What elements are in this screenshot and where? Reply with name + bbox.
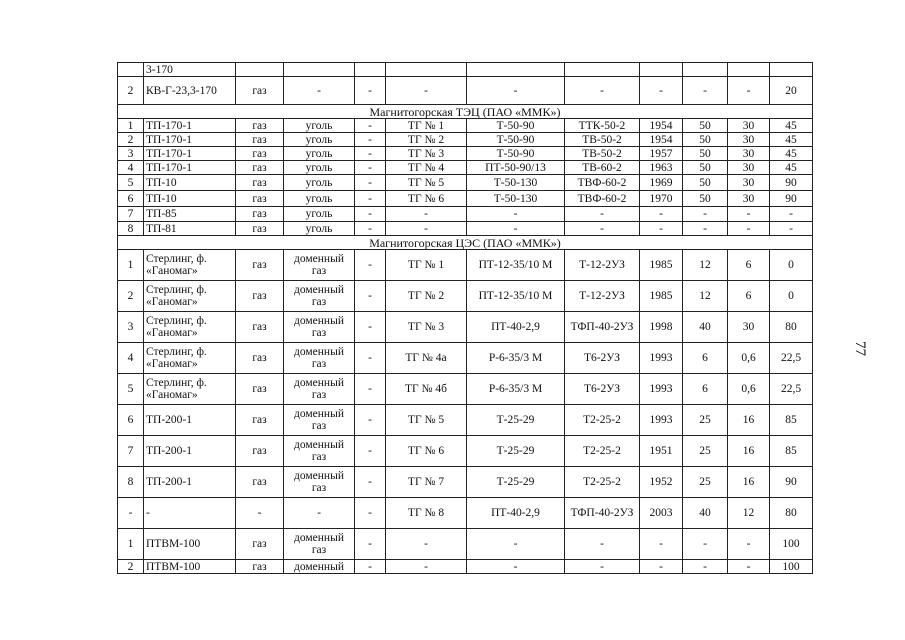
table-cell: ПТ-12-35/10 М <box>467 281 565 312</box>
table-cell: 45 <box>770 119 813 133</box>
table-cell: ТГ № 2 <box>386 133 467 147</box>
table-cell: - <box>355 312 386 343</box>
table-cell: - <box>355 161 386 175</box>
table-cell: 1952 <box>640 467 683 498</box>
table-cell: 100 <box>770 529 813 560</box>
table-cell: уголь <box>284 147 355 161</box>
table-cell: - <box>355 436 386 467</box>
section-title: Магнитогорская ЦЭС (ПАО «ММК») <box>118 236 813 250</box>
table-cell: доменный газ <box>284 405 355 436</box>
table-cell: ТГ № 2 <box>386 281 467 312</box>
table-cell: газ <box>236 467 284 498</box>
table-cell: газ <box>236 281 284 312</box>
table-cell: уголь <box>284 133 355 147</box>
table-cell: газ <box>236 312 284 343</box>
table-cell: ТП-200-1 <box>144 467 236 498</box>
table-cell: 3 <box>118 312 144 343</box>
table-cell: ТП-85 <box>144 207 236 222</box>
table-cell: 4 <box>118 161 144 175</box>
table-cell: - <box>355 467 386 498</box>
table-cell: Т-12-2УЗ <box>565 281 640 312</box>
table-row <box>118 207 813 222</box>
table-cell: 90 <box>770 467 813 498</box>
table-cell: 12 <box>728 498 770 529</box>
table-cell: Т-50-90 <box>467 119 565 133</box>
table-cell: 30 <box>728 119 770 133</box>
table-cell: 50 <box>683 119 728 133</box>
table-cell: 0,6 <box>728 374 770 405</box>
table-cell: газ <box>236 77 284 105</box>
table-cell: доменный газ <box>284 312 355 343</box>
table-cell: Р-6-35/3 М <box>467 343 565 374</box>
table-cell: - <box>355 222 386 236</box>
table-cell: 25 <box>683 436 728 467</box>
table-cell: - <box>355 405 386 436</box>
table-cell: - <box>728 207 770 222</box>
table-row <box>118 374 813 405</box>
table-row <box>118 147 813 161</box>
table-cell: - <box>355 175 386 191</box>
table-cell: 30 <box>728 133 770 147</box>
table-cell: - <box>683 77 728 105</box>
table-cell: 0 <box>770 250 813 281</box>
table-cell: уголь <box>284 207 355 222</box>
table-cell: газ <box>236 436 284 467</box>
table-cell: ТП-170-1 <box>144 119 236 133</box>
table-cell: - <box>467 222 565 236</box>
table-cell: ПТВМ-100 <box>144 560 236 574</box>
table-cell: - <box>640 222 683 236</box>
table-cell: Т-50-90 <box>467 147 565 161</box>
table-cell: - <box>355 119 386 133</box>
table-cell: - <box>565 560 640 574</box>
table-cell: ТВ-60-2 <box>565 161 640 175</box>
table-cell: доменный газ <box>284 343 355 374</box>
table-cell: 16 <box>728 405 770 436</box>
table-cell: - <box>565 222 640 236</box>
table-cell: 50 <box>683 191 728 207</box>
table-cell: ПТВМ-100 <box>144 529 236 560</box>
table-cell: 1963 <box>640 161 683 175</box>
table-row <box>118 281 813 312</box>
table-cell: ТТК-50-2 <box>565 119 640 133</box>
table-cell: Р-6-35/3 М <box>467 374 565 405</box>
table-cell: - <box>144 498 236 529</box>
table-cell: 30 <box>728 147 770 161</box>
table-cell: ТГ № 3 <box>386 312 467 343</box>
table-cell: ТГ № 1 <box>386 250 467 281</box>
table-cell: 2003 <box>640 498 683 529</box>
table-cell: 100 <box>770 560 813 574</box>
table-cell: 6 <box>118 405 144 436</box>
page-number: 77 <box>852 341 868 356</box>
table-cell: ПТ-40-2,9 <box>467 498 565 529</box>
table-cell: доменный газ <box>284 436 355 467</box>
table-cell: 22,5 <box>770 374 813 405</box>
table-cell: - <box>284 498 355 529</box>
table-cell: Т2-25-2 <box>565 405 640 436</box>
table-cell: Т-12-2УЗ <box>565 250 640 281</box>
table-cell: - <box>467 529 565 560</box>
table-cell: - <box>467 77 565 105</box>
table-cell: - <box>386 207 467 222</box>
table-cell: 3 <box>118 147 144 161</box>
table-cell: 5 <box>118 374 144 405</box>
table-cell: ТГ № 6 <box>386 191 467 207</box>
table-row <box>118 119 813 133</box>
table-cell: уголь <box>284 119 355 133</box>
table-cell: ПТ-50-90/13 <box>467 161 565 175</box>
table-row <box>118 529 813 560</box>
table-cell: Стерлинг, ф. «Ганомаг» <box>144 374 236 405</box>
table-cell: Т2-25-2 <box>565 436 640 467</box>
table-cell: газ <box>236 161 284 175</box>
table-cell: 8 <box>118 222 144 236</box>
data-table-container <box>117 62 813 574</box>
table-cell: газ <box>236 560 284 574</box>
table-cell: 30 <box>728 191 770 207</box>
table-cell: газ <box>236 343 284 374</box>
table-cell: - <box>565 77 640 105</box>
table-row <box>118 222 813 236</box>
table-cell: газ <box>236 175 284 191</box>
table-cell: газ <box>236 405 284 436</box>
table-cell: уголь <box>284 175 355 191</box>
table-cell: - <box>683 560 728 574</box>
table-cell: ТП-170-1 <box>144 161 236 175</box>
table-cell: Т-25-29 <box>467 436 565 467</box>
table-cell: 12 <box>683 281 728 312</box>
table-cell: ТГ № 7 <box>386 467 467 498</box>
table-cell: 6 <box>728 250 770 281</box>
table-cell: Т-25-29 <box>467 467 565 498</box>
table-cell: 45 <box>770 133 813 147</box>
table-cell: - <box>355 207 386 222</box>
table-cell: 2 <box>118 77 144 105</box>
table-cell: - <box>640 560 683 574</box>
table-cell: ТВ-50-2 <box>565 133 640 147</box>
table-cell: - <box>640 207 683 222</box>
table-cell: - <box>355 77 386 105</box>
table-cell <box>386 63 467 77</box>
table-cell: 12 <box>683 250 728 281</box>
table-cell: - <box>386 222 467 236</box>
table-cell: уголь <box>284 191 355 207</box>
table-cell: - <box>728 222 770 236</box>
table-cell: доменный газ <box>284 467 355 498</box>
table-cell: ТГ № 1 <box>386 119 467 133</box>
table-cell <box>284 63 355 77</box>
table-cell: 2 <box>118 560 144 574</box>
table-cell: - <box>386 529 467 560</box>
table-cell: 1 <box>118 119 144 133</box>
section-header-row <box>118 236 813 250</box>
table-cell: 1951 <box>640 436 683 467</box>
table-cell <box>565 63 640 77</box>
table-cell: 1970 <box>640 191 683 207</box>
table-row <box>118 436 813 467</box>
table-row <box>118 175 813 191</box>
table-cell <box>728 63 770 77</box>
table-cell: 50 <box>683 147 728 161</box>
table-cell: ТФП-40-2УЗ <box>565 312 640 343</box>
table-cell: газ <box>236 191 284 207</box>
table-cell: 7 <box>118 207 144 222</box>
table-cell: - <box>118 498 144 529</box>
table-cell: ТГ № 5 <box>386 175 467 191</box>
table-row <box>118 405 813 436</box>
table-cell: 30 <box>728 161 770 175</box>
table-cell <box>118 63 144 77</box>
table-cell: 1998 <box>640 312 683 343</box>
table-cell: Т2-25-2 <box>565 467 640 498</box>
table-cell: 1985 <box>640 250 683 281</box>
table-cell: 25 <box>683 467 728 498</box>
table-cell: 16 <box>728 467 770 498</box>
table-row <box>118 77 813 105</box>
table-cell: ТВ-50-2 <box>565 147 640 161</box>
table-cell: ТП-10 <box>144 191 236 207</box>
table-cell: - <box>728 529 770 560</box>
table-cell: Стерлинг, ф. «Ганомаг» <box>144 250 236 281</box>
table-cell: - <box>355 133 386 147</box>
table-row <box>118 560 813 574</box>
table-cell: 85 <box>770 405 813 436</box>
table-cell: Стерлинг, ф. «Ганомаг» <box>144 281 236 312</box>
table-cell: 50 <box>683 133 728 147</box>
table-cell: 80 <box>770 498 813 529</box>
table-cell: ТГ № 8 <box>386 498 467 529</box>
table-cell: Т-25-29 <box>467 405 565 436</box>
table-cell: - <box>640 77 683 105</box>
table-cell: газ <box>236 374 284 405</box>
table-cell: - <box>284 77 355 105</box>
table-cell: 20 <box>770 77 813 105</box>
table-cell: - <box>683 222 728 236</box>
table-cell: газ <box>236 222 284 236</box>
table-cell: доменный газ <box>284 281 355 312</box>
table-cell: газ <box>236 529 284 560</box>
table-cell: 1 <box>118 250 144 281</box>
table-cell: КВ-Г-23,3-170 <box>144 77 236 105</box>
table-cell: ТГ № 4а <box>386 343 467 374</box>
table-cell: ТП-170-1 <box>144 133 236 147</box>
table-cell: ТГ № 3 <box>386 147 467 161</box>
table-cell <box>236 63 284 77</box>
table-cell: уголь <box>284 161 355 175</box>
table-cell: - <box>386 77 467 105</box>
table-row <box>118 191 813 207</box>
table-cell: - <box>683 529 728 560</box>
table-cell: 22,5 <box>770 343 813 374</box>
table-cell: уголь <box>284 222 355 236</box>
table-cell: 1993 <box>640 405 683 436</box>
table-cell: 6 <box>728 281 770 312</box>
table-cell: - <box>355 498 386 529</box>
table-cell: 30 <box>728 175 770 191</box>
table-row <box>118 250 813 281</box>
table-cell: 1993 <box>640 374 683 405</box>
table-row <box>118 498 813 529</box>
table-cell: 16 <box>728 436 770 467</box>
table-cell: 30 <box>728 312 770 343</box>
table-cell: 85 <box>770 436 813 467</box>
table-cell: - <box>728 77 770 105</box>
table-cell: газ <box>236 250 284 281</box>
table-row <box>118 467 813 498</box>
table-cell: Т-50-130 <box>467 175 565 191</box>
table-cell: доменный газ <box>284 529 355 560</box>
table-cell: газ <box>236 119 284 133</box>
table-cell: 1957 <box>640 147 683 161</box>
table-cell: 1993 <box>640 343 683 374</box>
table-cell: - <box>386 560 467 574</box>
table-cell: газ <box>236 147 284 161</box>
table-cell: доменный газ <box>284 374 355 405</box>
table-cell: - <box>355 147 386 161</box>
table-cell: ТГ № 4б <box>386 374 467 405</box>
table-row <box>118 312 813 343</box>
table-cell <box>683 63 728 77</box>
table-cell: - <box>355 343 386 374</box>
table-cell <box>355 63 386 77</box>
table-cell: ТФП-40-2УЗ <box>565 498 640 529</box>
table-cell: 45 <box>770 161 813 175</box>
table-cell: ПТ-40-2,9 <box>467 312 565 343</box>
table-cell: ТП-10 <box>144 175 236 191</box>
table-cell: ТВФ-60-2 <box>565 175 640 191</box>
table-cell: газ <box>236 207 284 222</box>
table-cell: - <box>355 191 386 207</box>
table-cell: - <box>565 529 640 560</box>
table-cell <box>467 63 565 77</box>
table-cell: 1985 <box>640 281 683 312</box>
table-cell: Т6-2УЗ <box>565 374 640 405</box>
table-cell: 1954 <box>640 133 683 147</box>
table-cell: Стерлинг, ф. «Ганомаг» <box>144 312 236 343</box>
table-row <box>118 133 813 147</box>
table-cell: 90 <box>770 175 813 191</box>
table-row <box>118 63 813 77</box>
table-cell: ТГ № 4 <box>386 161 467 175</box>
table-cell: 8 <box>118 467 144 498</box>
table-cell: 45 <box>770 147 813 161</box>
table-cell: 7 <box>118 436 144 467</box>
table-cell <box>770 63 813 77</box>
table-cell: - <box>640 529 683 560</box>
table-cell: доменный <box>284 560 355 574</box>
table-cell: 2 <box>118 281 144 312</box>
table-cell: 6 <box>118 191 144 207</box>
table-cell: 25 <box>683 405 728 436</box>
table-cell: 5 <box>118 175 144 191</box>
table-cell: 1954 <box>640 119 683 133</box>
table-cell: 90 <box>770 191 813 207</box>
table-cell: 6 <box>683 374 728 405</box>
table-cell: 0 <box>770 281 813 312</box>
table-cell: 1 <box>118 529 144 560</box>
table-cell: Т6-2УЗ <box>565 343 640 374</box>
table-cell: 1969 <box>640 175 683 191</box>
table-cell: - <box>683 207 728 222</box>
table-cell: 2 <box>118 133 144 147</box>
table-cell: 80 <box>770 312 813 343</box>
table-cell: - <box>355 250 386 281</box>
table-cell: доменный газ <box>284 250 355 281</box>
table-row <box>118 343 813 374</box>
table-cell: - <box>355 374 386 405</box>
section-title: Магнитогорская ТЭЦ (ПАО «ММК») <box>118 105 813 119</box>
table-cell: - <box>355 281 386 312</box>
table-cell: - <box>770 207 813 222</box>
table-cell: - <box>565 207 640 222</box>
table-cell: 50 <box>683 175 728 191</box>
table-cell: ТП-81 <box>144 222 236 236</box>
table-cell: - <box>236 498 284 529</box>
table-cell <box>640 63 683 77</box>
table-cell: ТГ № 6 <box>386 436 467 467</box>
table-cell: ПТ-12-35/10 М <box>467 250 565 281</box>
table-cell: ТГ № 5 <box>386 405 467 436</box>
table-cell: 40 <box>683 312 728 343</box>
table-cell: - <box>728 560 770 574</box>
table-cell: 4 <box>118 343 144 374</box>
table-cell: - <box>355 529 386 560</box>
table-cell: 40 <box>683 498 728 529</box>
power-equipment-table <box>117 62 813 574</box>
table-cell: 50 <box>683 161 728 175</box>
table-cell: Т-50-90 <box>467 133 565 147</box>
table-cell: 3-170 <box>144 63 236 77</box>
table-cell: Стерлинг, ф. «Ганомаг» <box>144 343 236 374</box>
table-cell: - <box>467 207 565 222</box>
table-cell: - <box>770 222 813 236</box>
table-cell: Т-50-130 <box>467 191 565 207</box>
table-cell: газ <box>236 133 284 147</box>
section-header-row <box>118 105 813 119</box>
table-cell: ТП-200-1 <box>144 436 236 467</box>
table-cell: ТП-200-1 <box>144 405 236 436</box>
table-cell: ТВФ-60-2 <box>565 191 640 207</box>
table-cell: 6 <box>683 343 728 374</box>
table-cell: - <box>355 560 386 574</box>
table-cell: - <box>467 560 565 574</box>
table-cell: 0,6 <box>728 343 770 374</box>
table-cell: ТП-170-1 <box>144 147 236 161</box>
table-row <box>118 161 813 175</box>
